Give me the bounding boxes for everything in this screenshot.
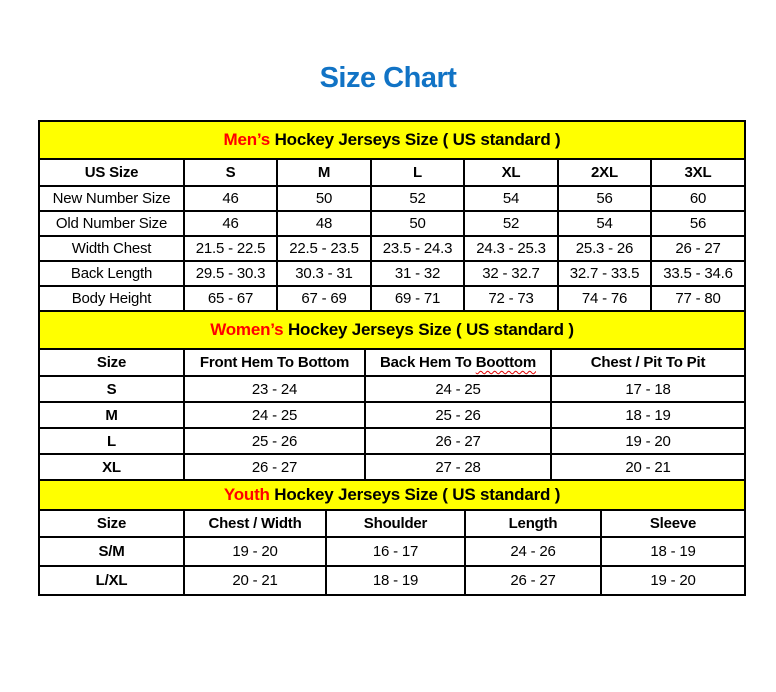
column-header [464,159,558,186]
value-cell: 24 - 26 [465,537,601,566]
mens-column-header-row [39,159,745,186]
table-row [39,186,745,211]
table-row [39,236,745,261]
value-cell: 69 - 71 [371,286,464,311]
value-cell: 65 - 67 [184,286,277,311]
value-cell: 20 - 21 [184,566,326,595]
table-row [39,376,745,402]
column-header [277,159,371,186]
womens-section-header [39,311,745,349]
mens-section-band [39,121,745,159]
table-row [39,286,745,311]
row-label: Back Length [39,261,184,286]
column-header [551,349,745,376]
column-header-label: Sleeve [649,515,697,532]
row-label: XL [39,454,184,480]
value-cell: 26 - 27 [184,454,365,480]
value-cell: 23 - 24 [184,376,365,402]
value-cell: 50 [371,211,464,236]
column-header [184,159,277,186]
column-header-label: Size [96,354,127,371]
column-header [465,510,601,537]
value-cell: 30.3 - 31 [277,261,371,286]
row-label: Body Height [39,286,184,311]
table-row [39,537,745,566]
value-cell: 20 - 21 [551,454,745,480]
youth-section-band [39,480,745,510]
value-cell: 72 - 73 [464,286,558,311]
value-cell: 25.3 - 26 [558,236,651,261]
column-header-label: Chest / Pit To Pit [590,354,706,371]
womens-section-band [39,311,745,349]
value-cell: 23.5 - 24.3 [371,236,464,261]
value-cell: 33.5 - 34.6 [651,261,745,286]
youth-section-title: Hockey Jerseys Size ( US standard ) [269,485,561,504]
row-label: M [39,402,184,428]
value-cell: 26 - 27 [365,428,551,454]
column-header-label: Back Hem To [380,354,476,371]
value-cell: 26 - 27 [651,236,745,261]
column-header [326,510,465,537]
value-cell: 54 [558,211,651,236]
value-cell: 18 - 19 [326,566,465,595]
value-cell: 19 - 20 [551,428,745,454]
row-label: S/M [39,537,184,566]
column-header-label: S [225,164,236,181]
value-cell: 18 - 19 [601,537,745,566]
column-header [365,349,551,376]
value-cell: 22.5 - 23.5 [277,236,371,261]
table-row [39,428,745,454]
value-cell: 21.5 - 22.5 [184,236,277,261]
value-cell: 19 - 20 [184,537,326,566]
value-cell: 48 [277,211,371,236]
value-cell: 24 - 25 [365,376,551,402]
column-header [39,159,184,186]
table-row [39,402,745,428]
row-label: Width Chest [39,236,184,261]
value-cell: 32 - 32.7 [464,261,558,286]
row-label: S [39,376,184,402]
mens-section-header [39,121,745,159]
misspelled-word: Boottom [475,354,536,371]
table-row [39,261,745,286]
value-cell: 27 - 28 [365,454,551,480]
youth-size-table [38,479,746,596]
column-header [371,159,464,186]
row-label: L/XL [39,566,184,595]
table-row [39,566,745,595]
value-cell: 16 - 17 [326,537,465,566]
column-header-label: Size [96,515,127,532]
column-header-label: XL [501,164,521,181]
value-cell: 25 - 26 [184,428,365,454]
row-label: New Number Size [39,186,184,211]
value-cell: 32.7 - 33.5 [558,261,651,286]
value-cell: 52 [464,211,558,236]
column-header [601,510,745,537]
column-header-label: M [317,164,331,181]
column-header [39,510,184,537]
column-header [184,349,365,376]
womens-size-table [38,310,746,481]
column-header [558,159,651,186]
row-label: Old Number Size [39,211,184,236]
value-cell: 77 - 80 [651,286,745,311]
youth-column-header-row [39,510,745,537]
value-cell: 52 [371,186,464,211]
value-cell: 18 - 19 [551,402,745,428]
mens-section-category: Men’s [223,130,271,149]
value-cell: 54 [464,186,558,211]
row-label: L [39,428,184,454]
column-header-label: Shoulder [363,515,428,532]
value-cell: 46 [184,186,277,211]
column-header [651,159,745,186]
column-header-label: Length [508,515,558,532]
mens-size-table [38,120,746,312]
womens-section-title: Hockey Jerseys Size ( US standard ) [283,320,574,339]
value-cell: 56 [558,186,651,211]
womens-section-category: Women’s [210,320,284,339]
value-cell: 25 - 26 [365,402,551,428]
value-cell: 17 - 18 [551,376,745,402]
value-cell: 29.5 - 30.3 [184,261,277,286]
value-cell: 24.3 - 25.3 [464,236,558,261]
size-tables [38,120,744,596]
value-cell: 50 [277,186,371,211]
value-cell: 19 - 20 [601,566,745,595]
womens-column-header-row [39,349,745,376]
value-cell: 24 - 25 [184,402,365,428]
table-row [39,211,745,236]
youth-section-category: Youth [223,485,270,504]
column-header [39,349,184,376]
value-cell: 60 [651,186,745,211]
value-cell: 74 - 76 [558,286,651,311]
value-cell: 31 - 32 [371,261,464,286]
column-header [184,510,326,537]
column-header-label: Front Hem To Bottom [199,354,350,371]
value-cell: 56 [651,211,745,236]
value-cell: 67 - 69 [277,286,371,311]
youth-section-header [39,480,745,510]
value-cell: 46 [184,211,277,236]
column-header-label: Chest / Width [208,515,302,532]
mens-section-title: Hockey Jerseys Size ( US standard ) [270,130,561,149]
column-header-label: 2XL [591,164,618,181]
table-row [39,454,745,480]
page-title: Size Chart [319,62,457,94]
value-cell: 26 - 27 [465,566,601,595]
column-header-label: US Size [84,164,139,181]
column-header-label: L [413,164,422,181]
column-header-label: 3XL [684,164,712,181]
